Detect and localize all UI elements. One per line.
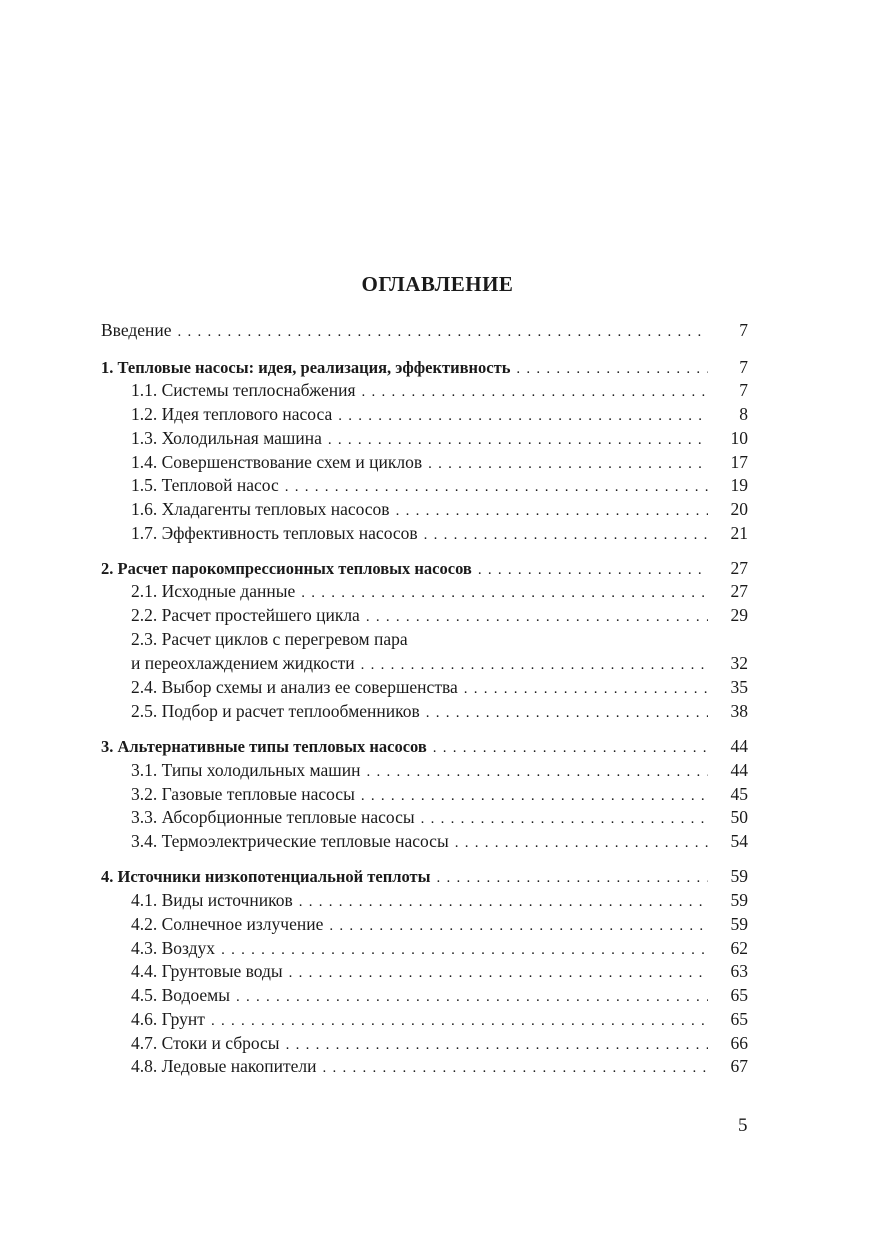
toc-entry-intro[interactable] bbox=[101, 318, 748, 342]
toc-entry-label: 1.3. Холодильная машина bbox=[131, 428, 322, 448]
toc-leader-dots bbox=[464, 677, 708, 701]
toc-entry-1-2[interactable] bbox=[131, 402, 748, 426]
toc-entry-page: 21 bbox=[730, 523, 748, 543]
toc-entry-label: и переохлаждением жидкости bbox=[131, 653, 355, 673]
toc-chapter-3[interactable] bbox=[101, 734, 748, 758]
toc-entry-label: 1.4. Совершенствование схем и циклов bbox=[131, 452, 423, 472]
toc-entry-2-4[interactable] bbox=[131, 675, 748, 699]
toc-chapter-label: 1. Тепловые насосы: идея, реализация, эффективность bbox=[101, 358, 511, 377]
toc-leader-dots bbox=[424, 523, 708, 547]
toc-entry-page: 67 bbox=[730, 1056, 748, 1076]
toc-leader-dots bbox=[436, 866, 708, 890]
page-title: ОГЛАВЛЕНИЕ bbox=[361, 272, 514, 296]
toc-entry-4-6[interactable] bbox=[131, 1007, 748, 1031]
toc-entry-label: 1.7. Эффективность тепловых насосов bbox=[131, 523, 418, 543]
toc-entry-label: 3.4. Термоэлектрические тепловые насосы bbox=[131, 831, 449, 851]
toc-entry-page: 38 bbox=[730, 701, 748, 721]
toc-leader-dots bbox=[301, 581, 708, 605]
toc-entry-page: 54 bbox=[730, 831, 748, 851]
toc-entry-page: 32 bbox=[730, 653, 748, 673]
toc-entry-4-8[interactable] bbox=[131, 1054, 748, 1078]
toc-entry-label: 2.4. Выбор схемы и анализ ее совершенства bbox=[131, 677, 458, 697]
toc-entry-page: 7 bbox=[739, 380, 748, 400]
toc-chapter-2[interactable] bbox=[101, 556, 748, 580]
toc-entry-1-6[interactable] bbox=[131, 497, 748, 521]
toc-leader-dots bbox=[455, 831, 708, 855]
toc-entry-page: 50 bbox=[730, 807, 748, 827]
toc-leader-dots bbox=[433, 736, 708, 760]
toc-entry-page: 59 bbox=[730, 890, 748, 910]
toc-leader-dots bbox=[329, 914, 708, 938]
toc-entry-label: 2.3. Расчет циклов с перегревом пара bbox=[131, 629, 408, 649]
toc-entry-page: 27 bbox=[730, 558, 748, 578]
toc-entry-label: 1.5. Тепловой насос bbox=[131, 475, 279, 495]
toc-leader-dots bbox=[361, 653, 708, 677]
toc-leader-dots bbox=[289, 961, 708, 985]
toc-entry-page: 7 bbox=[739, 320, 748, 340]
toc-entry-page: 65 bbox=[730, 985, 748, 1005]
toc-entry-page: 59 bbox=[730, 914, 748, 934]
toc-entry-4-2[interactable] bbox=[131, 912, 748, 936]
toc-entry-label: 4.2. Солнечное излучение bbox=[131, 914, 324, 934]
toc-entry-page: 29 bbox=[730, 605, 748, 625]
toc-entry-2-3[interactable] bbox=[131, 627, 748, 651]
toc-leader-dots bbox=[362, 380, 708, 404]
toc-entry-4-7[interactable] bbox=[131, 1031, 748, 1055]
toc-entry-3-4[interactable] bbox=[131, 829, 748, 853]
toc-entry-2-5[interactable] bbox=[131, 699, 748, 723]
toc-entry-label: 4.6. Грунт bbox=[131, 1009, 205, 1029]
toc-entry-page: 44 bbox=[730, 760, 748, 780]
toc-entry-1-5[interactable] bbox=[131, 473, 748, 497]
toc-entry-page: 17 bbox=[730, 452, 748, 472]
toc-entry-page: 62 bbox=[730, 938, 748, 958]
toc-leader-dots bbox=[426, 701, 708, 725]
toc-entry-2-1[interactable] bbox=[131, 579, 748, 603]
page-number: 5 bbox=[738, 1115, 748, 1136]
toc-entry-page: 10 bbox=[730, 428, 748, 448]
toc-leader-dots bbox=[285, 475, 708, 499]
toc-entry-page: 65 bbox=[730, 1009, 748, 1029]
toc-entry-label: 4.4. Грунтовые воды bbox=[131, 961, 283, 981]
toc-entry-page: 63 bbox=[730, 961, 748, 981]
toc-entry-label: Введение bbox=[101, 320, 172, 340]
toc-entry-page: 8 bbox=[739, 404, 748, 424]
toc-entry-3-1[interactable] bbox=[131, 758, 748, 782]
toc-entry-2-2[interactable] bbox=[131, 603, 748, 627]
toc-leader-dots bbox=[396, 499, 708, 523]
toc-leader-dots bbox=[236, 985, 708, 1009]
toc-entry-label: 4.3. Воздух bbox=[131, 938, 216, 958]
toc-entry-label: 1.6. Хладагенты тепловых насосов bbox=[131, 499, 390, 519]
toc-entry-page: 66 bbox=[730, 1033, 748, 1053]
toc-leader-dots bbox=[421, 807, 708, 831]
toc-entry-label: 2.1. Исходные данные bbox=[131, 581, 296, 601]
toc-entry-label: 2.2. Расчет простейшего цикла bbox=[131, 605, 360, 625]
toc-entry-page: 19 bbox=[730, 475, 748, 495]
toc-entry-label: 4.1. Виды источников bbox=[131, 890, 293, 910]
toc-chapter-1[interactable] bbox=[101, 355, 748, 379]
toc-chapter-label: 4. Источники низкопотенциальной теплоты bbox=[101, 867, 431, 886]
toc-entry-label: 3.2. Газовые тепловые насосы bbox=[131, 784, 355, 804]
toc-entry-1-7[interactable] bbox=[131, 521, 748, 545]
toc-entry-label: 4.7. Стоки и сбросы bbox=[131, 1033, 280, 1053]
toc-entry-label: 4.5. Водоемы bbox=[131, 985, 231, 1005]
toc-entry-1-4[interactable] bbox=[131, 450, 748, 474]
toc-entry-label: 1.2. Идея теплового насоса bbox=[131, 404, 333, 424]
toc-entry-1-3[interactable] bbox=[131, 426, 748, 450]
toc-entry-4-3[interactable] bbox=[131, 936, 748, 960]
toc-entry-page: 59 bbox=[730, 866, 748, 886]
toc-entry-4-1[interactable] bbox=[131, 888, 748, 912]
toc-entry-label: 1.1. Системы теплоснабжения bbox=[131, 380, 356, 400]
toc-entry-page: 20 bbox=[730, 499, 748, 519]
toc-entry-label: 3.3. Абсорбционные тепловые насосы bbox=[131, 807, 415, 827]
toc-entry-4-5[interactable] bbox=[131, 983, 748, 1007]
toc-entry-page: 27 bbox=[730, 581, 748, 601]
toc-chapter-label: 2. Расчет парокомпрессионных тепловых насосов bbox=[101, 559, 472, 578]
toc-entry-3-2[interactable] bbox=[131, 782, 748, 806]
toc-entry-2-3-continuation[interactable] bbox=[101, 651, 748, 675]
toc-chapter-4[interactable] bbox=[101, 864, 748, 888]
toc-entry-page: 45 bbox=[730, 784, 748, 804]
toc-entry-label: 2.5. Подбор и расчет теплообменников bbox=[131, 701, 420, 721]
toc-entry-page: 35 bbox=[730, 677, 748, 697]
toc-entry-4-4[interactable] bbox=[131, 959, 748, 983]
toc-entry-3-3[interactable] bbox=[131, 805, 748, 829]
toc-chapter-label: 3. Альтернативные типы тепловых насосов bbox=[101, 737, 427, 756]
toc-entry-page: 44 bbox=[730, 736, 748, 756]
toc-leader-dots bbox=[338, 404, 708, 428]
toc-entry-page: 7 bbox=[739, 357, 748, 377]
toc-entry-1-1[interactable] bbox=[131, 378, 748, 402]
toc-leader-dots bbox=[328, 428, 708, 452]
toc-leader-dots bbox=[366, 605, 708, 629]
toc-entry-label: 4.8. Ледовые накопители bbox=[131, 1056, 317, 1076]
toc-leader-dots bbox=[211, 1009, 708, 1033]
toc-leader-dots bbox=[178, 320, 708, 344]
toc-entry-label: 3.1. Типы холодильных машин bbox=[131, 760, 361, 780]
toc-leader-dots bbox=[366, 760, 708, 784]
toc-leader-dots bbox=[322, 1056, 708, 1080]
toc-leader-dots bbox=[299, 890, 708, 914]
